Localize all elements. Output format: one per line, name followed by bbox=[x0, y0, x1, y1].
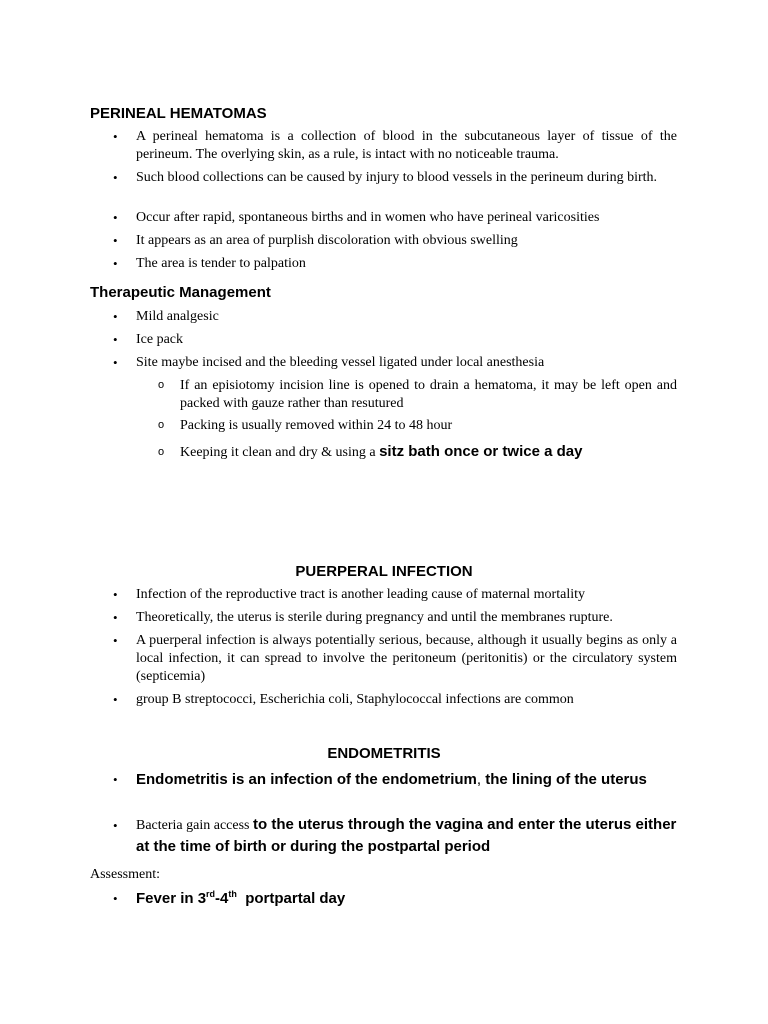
sub-bullet-circle: o bbox=[158, 379, 165, 391]
section-title-perineal-hematomas: PERINEAL HEMATOMAS bbox=[90, 105, 267, 122]
bullet-dot: • bbox=[113, 633, 118, 648]
list-item: Ice pack bbox=[136, 332, 184, 347]
bullet-dot: • bbox=[113, 355, 118, 370]
sub-bullet-circle: o bbox=[158, 446, 165, 458]
list-item: Theoretically, the uterus is sterile during pregnancy and until the membranes rupture. bbox=[136, 610, 613, 625]
sub-list-item: If an episiotomy incision line is opened to drain a hematoma, it may be left open and packed with gauze rather than resutured bbox=[180, 378, 677, 411]
sub-bullet-circle: o bbox=[158, 419, 165, 431]
list-item: The area is tender to palpation bbox=[136, 256, 306, 271]
section-title-puerperal-infection: PUERPERAL INFECTION bbox=[295, 563, 473, 580]
list-item: Site maybe incised and the bleeding vessel ligated under local anesthesia bbox=[136, 355, 545, 370]
list-item: A perineal hematoma is a collection of blood in the subcutaneous layer of tissue of the perineum. The overlying skin, as a rule, is intact with no noticeable trauma. bbox=[136, 129, 677, 162]
bullet-dot: • bbox=[113, 129, 118, 144]
emphasis-text: to the uterus through the vagina and enter the uterus either at the time of birth or during the postpartal period bbox=[136, 816, 677, 855]
list-item: group B streptococci, Escherichia coli, Staphylococcal infections are common bbox=[136, 692, 574, 707]
bullet-dot: • bbox=[113, 891, 118, 906]
sub-list-item: Packing is usually removed within 24 to 48 hour bbox=[180, 418, 453, 433]
bullet-dot: • bbox=[113, 587, 118, 602]
list-item: It appears as an area of purplish discoloration with obvious swelling bbox=[136, 233, 518, 248]
bullet-dot: • bbox=[113, 692, 118, 707]
bullet-dot: • bbox=[113, 610, 118, 625]
bullet-dot: • bbox=[113, 309, 118, 324]
list-item: Mild analgesic bbox=[136, 309, 219, 324]
bullet-dot: • bbox=[113, 772, 118, 787]
list-item: Fever in 3rd-4th portpartal day bbox=[136, 889, 346, 907]
bullet-dot: • bbox=[113, 233, 118, 248]
list-item: A puerperal infection is always potentially serious, because, although it usually begins as only a local infection, it can spread to involve the peritoneum (peritonitis) or the circulatory system (septicemia) bbox=[136, 633, 677, 684]
list-item: Endometritis is an infection of the endometrium, the lining of the uterus bbox=[136, 771, 647, 788]
sub-list-item: Keeping it clean and dry & using a sitz bath once or twice a day bbox=[180, 443, 583, 460]
section-title-therapeutic-management: Therapeutic Management bbox=[90, 284, 271, 301]
emphasis-text: sitz bath once or twice a day bbox=[379, 443, 583, 460]
list-item: Bacteria gain access to the uterus through the vagina and enter the uterus either at the time of birth or during the postpartal period bbox=[136, 816, 677, 855]
list-item: Such blood collections can be caused by injury to blood vessels in the perineum during birth. bbox=[136, 170, 658, 185]
bullet-dot: • bbox=[113, 818, 118, 833]
section-title-endometritis: ENDOMETRITIS bbox=[327, 745, 441, 762]
bullet-dot: • bbox=[113, 170, 118, 185]
bullet-dot: • bbox=[113, 256, 118, 271]
list-item: Occur after rapid, spontaneous births and in women who have perineal varicosities bbox=[136, 210, 600, 225]
bullet-dot: • bbox=[113, 210, 118, 225]
list-item: Infection of the reproductive tract is another leading cause of maternal mortality bbox=[136, 587, 585, 602]
bullet-dot: • bbox=[113, 332, 118, 347]
assessment-label: Assessment: bbox=[90, 867, 160, 882]
